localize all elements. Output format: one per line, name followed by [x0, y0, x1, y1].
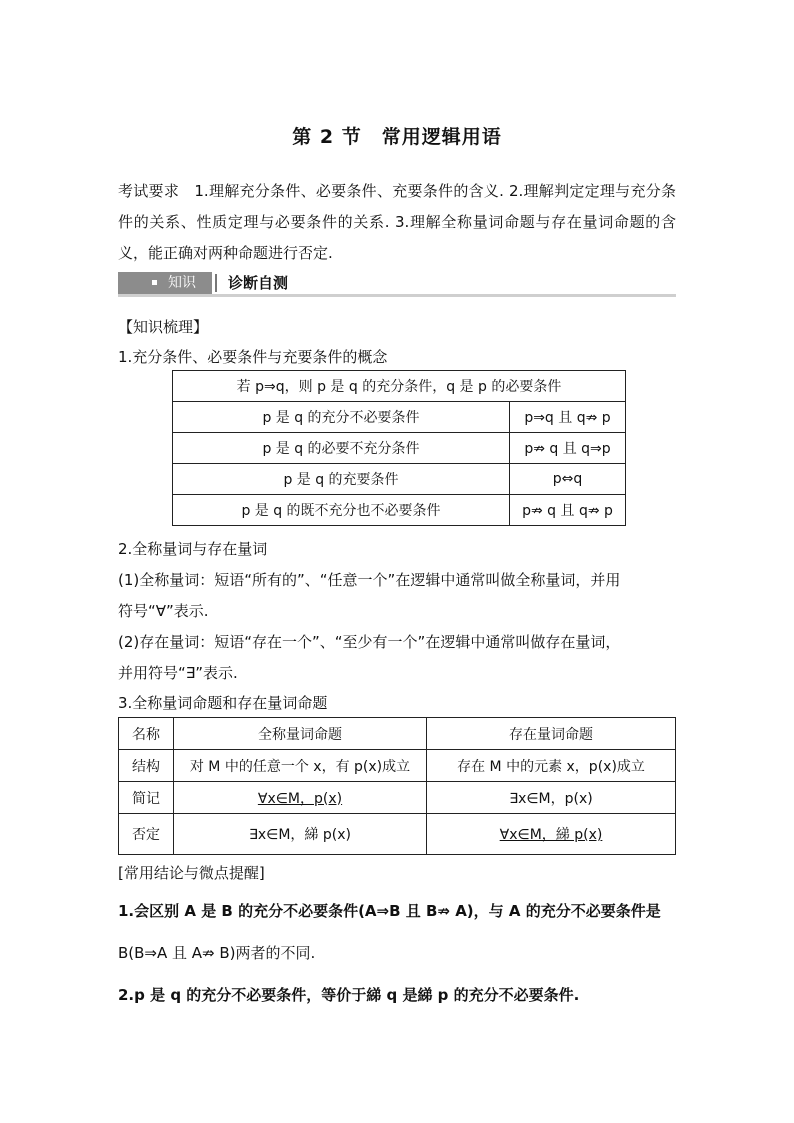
- table-cell: p 是 q 的充分不必要条件: [173, 402, 510, 433]
- table-row: [173, 495, 626, 526]
- table-cell: p⇏ q 且 q⇒p: [510, 433, 626, 464]
- table-row: [173, 402, 626, 433]
- tip-2: 2.p 是 q 的充分不必要条件，等价于綈 q 是綈 p 的充分不必要条件.: [118, 986, 580, 1004]
- heading-2: 2.全称量词与存在量词: [118, 540, 268, 558]
- table-cell: ∀x∈M，p(x): [174, 782, 427, 814]
- table-header-cell: 存在量词命题: [427, 718, 676, 750]
- banner-divider: [215, 274, 217, 292]
- table-cell: p 是 q 的既不充分也不必要条件: [173, 495, 510, 526]
- banner-tag: [118, 272, 212, 294]
- section-knowledge-heading: 【知识梳理】: [118, 318, 209, 336]
- table-cell: p⇏ q 且 q⇏ p: [510, 495, 626, 526]
- table-row: [119, 814, 676, 855]
- table-row: [119, 750, 676, 782]
- paragraph-universal-2: 符号“∀”表示.: [118, 602, 209, 620]
- paragraph-universal-1: (1)全称量词：短语“所有的”、“任意一个”在逻辑中通常叫做全称量词，并用: [118, 571, 621, 589]
- table-cell: 简记: [119, 782, 174, 814]
- conditions-table: [172, 370, 626, 526]
- table-row: [173, 371, 626, 402]
- table-cell: p⇔q: [510, 464, 626, 495]
- table-cell: p 是 q 的充要条件: [173, 464, 510, 495]
- table-cell: 存在 M 中的元素 x，p(x)成立: [427, 750, 676, 782]
- table-header-cell: 名称: [119, 718, 174, 750]
- paragraph-existential-1: (2)存在量词：短语“存在一个”、“至少有一个”在逻辑中通常叫做存在量词，: [118, 633, 621, 651]
- table-row: [119, 718, 676, 750]
- table-cell: ∃x∈M，p(x): [427, 782, 676, 814]
- exam-requirements: 考试要求 1.理解充分条件、必要条件、充要条件的含义. 2.理解判定定理与充分条件的关系、性质定理与必要条件的关系. 3.理解全称量词命题与存在量词命题的含义，能正确对两种命题进行否定.: [118, 182, 676, 262]
- heading-3: 3.全称量词命题和存在量词命题: [118, 694, 328, 712]
- paragraph-existential-2: 并用符号“∃”表示.: [118, 664, 238, 682]
- heading-1: 1.充分条件、必要条件与充要条件的概念: [118, 348, 388, 366]
- banner-tag-label: 知识: [168, 275, 196, 291]
- table-row: [173, 464, 626, 495]
- table-header-cell: 全称量词命题: [174, 718, 427, 750]
- tip-1-line-2: B(B⇒A 且 A⇏ B)两者的不同.: [118, 944, 316, 962]
- table-row: [173, 433, 626, 464]
- section-banner: [118, 272, 676, 297]
- bullet-square-icon: [152, 280, 157, 285]
- table-cell: ∃x∈M，綈 p(x): [174, 814, 427, 855]
- table-header-cell: 若 p⇒q，则 p 是 q 的充分条件，q 是 p 的必要条件: [173, 371, 626, 402]
- section-tips-heading: [常用结论与微点提醒]: [118, 864, 265, 882]
- banner-label: 诊断自测: [228, 274, 289, 292]
- table-cell: 对 M 中的任意一个 x，有 p(x)成立: [174, 750, 427, 782]
- table-cell: p⇒q 且 q⇏ p: [510, 402, 626, 433]
- table-cell: p 是 q 的必要不充分条件: [173, 433, 510, 464]
- page-title: 第 2 节 常用逻辑用语: [292, 126, 502, 148]
- table-cell: ∀x∈M，綈 p(x): [427, 814, 676, 855]
- table-row: [119, 782, 676, 814]
- table-cell: 结构: [119, 750, 174, 782]
- table-cell: 否定: [119, 814, 174, 855]
- tip-1-line-1: 1.会区别 A 是 B 的充分不必要条件(A⇒B 且 B⇏ A)，与 A 的充分不必要条件是: [118, 902, 661, 920]
- quantifier-table: [118, 717, 676, 855]
